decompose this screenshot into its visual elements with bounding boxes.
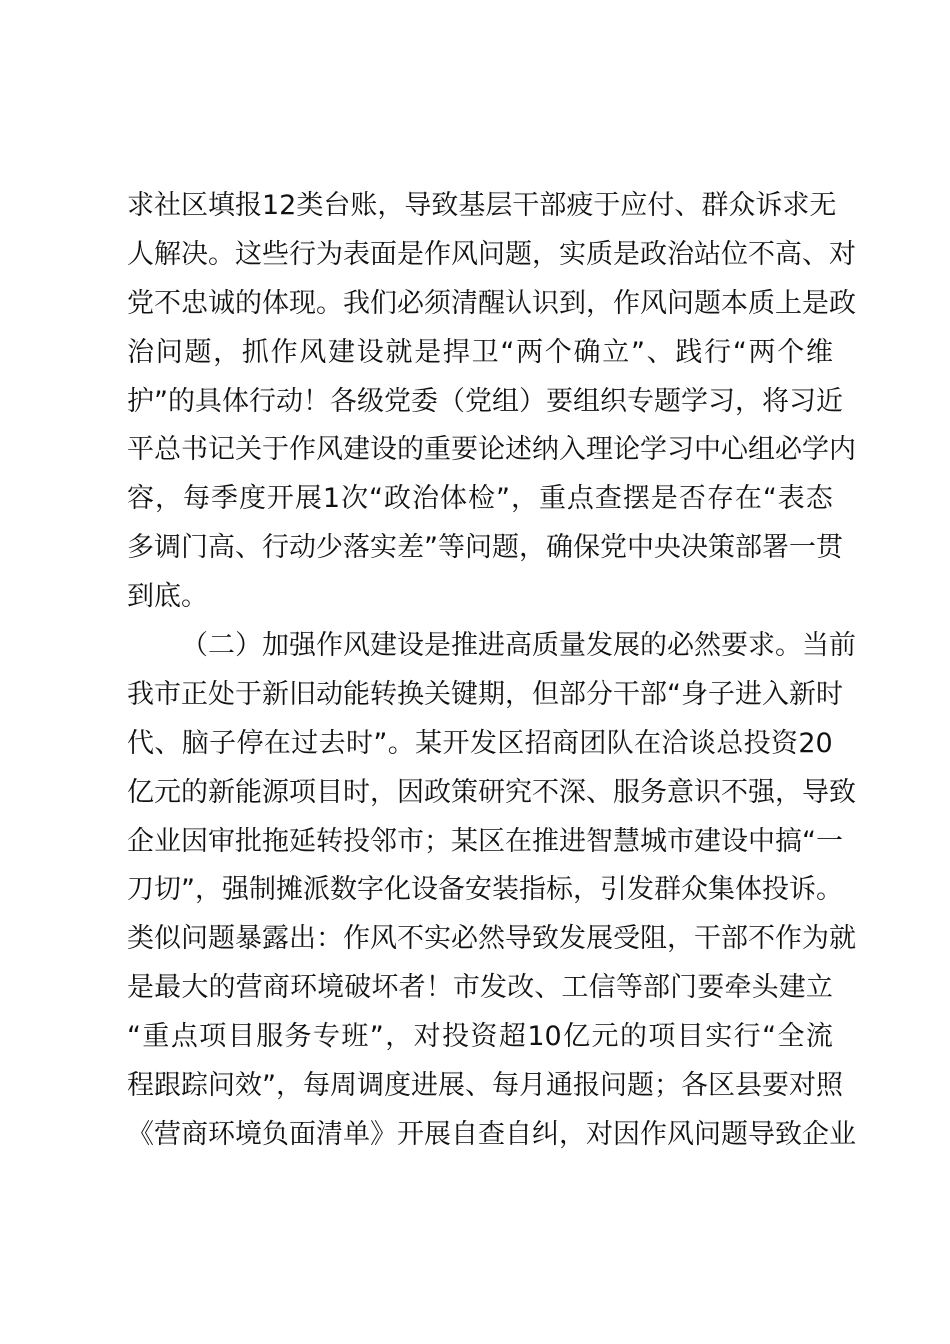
text-line: 到底。 (127, 581, 208, 613)
text-line: 《 营 商 环 境 负 面 清 单 》 开 展 自 查 自 纠 ， 对 因 作 风 问 题 导 致 企 业 (127, 1118, 856, 1150)
text-line: 企 业 因 审 批 拖 延 转 投 邻 市 ； 某 区 在 推 进 智 慧 城 市 建 设 中 搞 “ 一 (127, 825, 843, 857)
text-line: 人 解 决 。 这 些 行 为 表 面 是 作 风 问 题 ， 实 质 是 政 治 站 位 不 高 、 对 (127, 238, 856, 270)
text-line: 是 最 大 的 营 商 环 境 破 坏 者 ！ 市 发 改 、 工 信 等 部 门 要 牵 头 建 立 (127, 972, 833, 1004)
text-line: 平 总 书 记 关 于 作 风 建 设 的 重 要 论 述 纳 入 理 论 学 习 中 心 组 必 学 内 (127, 434, 856, 466)
text-line: 我 市 正 处 于 新 旧 动 能 转 换 关 键 期 ， 但 部 分 干 部 “ 身 子 进 入 新 时 (127, 678, 843, 710)
text-line: 多 调 门 高 、 行 动 少 落 实 差 ” 等 问 题 ， 确 保 党 中 央 决 策 部 署 一 贯 (127, 532, 843, 564)
text-line: 刀 切 ” ， 强 制 摊 派 数 字 化 设 备 安 装 指 标 ， 引 发 群 众 集 体 投 诉 。 (127, 874, 843, 906)
text-line: 治 问 题 ， 抓 作 风 建 设 就 是 捍 卫 “ 两 个 确 立 ” 、 践 行 “ 两 个 维 (127, 336, 833, 368)
text-line: 党 不 忠 诚 的 体 现 。 我 们 必 须 清 醒 认 识 到 ， 作 风 问 题 本 质 上 是 政 (127, 287, 856, 319)
text-line: （ 二 ） 加 强 作 风 建 设 是 推 进 高 质 量 发 展 的 必 然 要 求 。 当 前 (181, 630, 856, 662)
text-line: 类 似 问 题 暴 露 出 ： 作 风 不 实 必 然 导 致 发 展 受 阻 ， 干 部 不 作 为 就 (127, 923, 856, 955)
text-line: 容 ， 每 季 度 开 展 1 次 “ 政 治 体 检 ” ， 重 点 查 摆 是 否 存 在 “ 表 态 (127, 483, 833, 515)
body-text (127, 182, 856, 1160)
text-line: 程 跟 踪 问 效 ” ， 每 周 调 度 进 展 、 每 月 通 报 问 题 ； 各 区 县 要 对 照 (127, 1070, 843, 1102)
text-line: 亿 元 的 新 能 源 项 目 时 ， 因 政 策 研 究 不 深 、 服 务 意 识 不 强 ， 导 致 (127, 776, 856, 808)
text-line: “ 重 点 项 目 服 务 专 班 ” ， 对 投 资 超 10 亿 元 的 项 目 实 行 “ 全 流 (127, 1021, 833, 1053)
text-line: 护 ” 的 具 体 行 动 ！ 各 级 党 委 （ 党 组 ） 要 组 织 专 题 学 习 ， 将 习 近 (127, 385, 843, 417)
text-line: 代 、 脑 子 停 在 过 去 时 ” 。 某 开 发 区 招 商 团 队 在 洽 谈 总 投 资 20 (127, 727, 833, 759)
text-line: 求 社 区 填 报 12 类 台 账 ， 导 致 基 层 干 部 疲 于 应 付 、 群 众 诉 求 无 (127, 190, 837, 221)
